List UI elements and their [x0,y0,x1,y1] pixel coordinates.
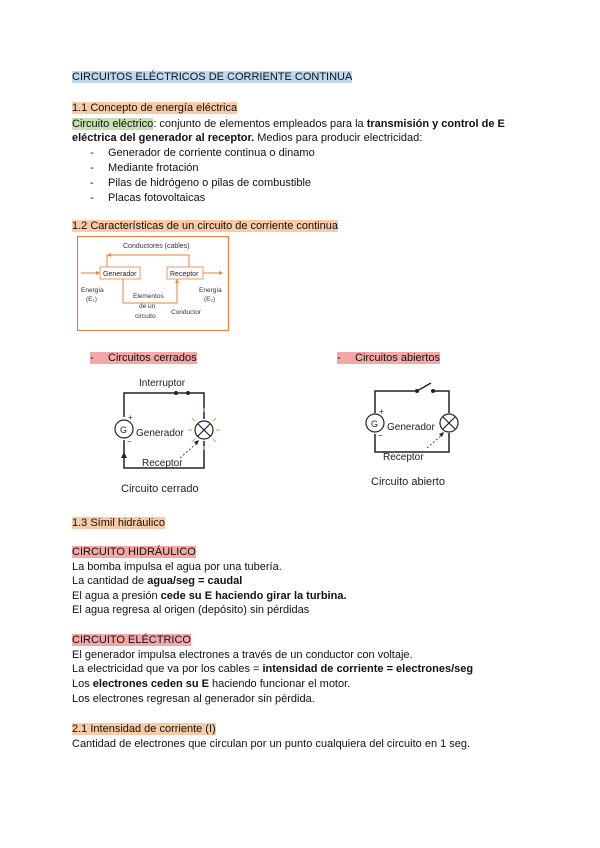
page-title: CIRCUITOS ELÉCTRICOS DE CORRIENTE CONTINUA [72,71,353,83]
list-item: - Generador de corriente continua o dinamo [72,146,315,161]
open-switch [417,383,431,391]
electric-heading: CIRCUITO ELÉCTRICO [72,634,191,646]
diagram-label-energia-e1: Energía [81,287,104,294]
term-circuito-electrico: Circuito eléctrico [72,118,154,130]
closed-caption: Circuito cerrado [121,483,199,495]
hydraulic-line-3: El agua a presión cede su E haciendo girar la turbina. [72,590,347,602]
diagram-label-de-un: de un [139,303,156,310]
list-item: - Placas fotovoltaicas [72,191,315,206]
section-heading-1-1: 1.1 Concepto de energía eléctrica [72,102,238,114]
hydraulic-line-2: La cantidad de agua/seg = caudal [72,575,243,587]
closed-circuit-diagram [104,372,234,498]
open-circuits-label: - Circuitos abiertos [337,352,440,364]
intensity-definition: Cantidad de electrones que circulan por un punto cualquiera del circuito en 1 seg. [72,738,471,750]
diagram-label-conductor: Conductor [171,309,201,316]
hydraulic-heading: CIRCUITO HIDRÁULICO [72,546,196,558]
diagram-label-receptor: Receptor [170,271,199,278]
section-heading-1-2: 1.2 Características de un circuito de corriente continua [72,220,338,232]
closed-label-g: G [120,425,128,435]
open-label-receptor: Receptor [383,452,424,463]
section-heading-2-1: 2.1 Intensidad de corriente (I) [72,723,216,735]
open-label-g: G [371,419,379,429]
open-caption: Circuito abierto [371,476,445,488]
closed-label-receptor: Receptor [142,458,183,469]
electric-line-2: La electricidad que va por los cables = intensidad de corriente = electrones/seg [72,663,474,675]
hydraulic-line-4: El agua regresa al origen (depósito) sin pérdidas [72,604,310,616]
closed-label-generador: Generador [136,428,184,439]
diagram-label-e1: (E₁) [86,296,97,303]
electric-line-4: Los electrones regresan al generador sin pérdida. [72,693,315,705]
electricity-sources-list [72,146,315,206]
svg-text:−: − [127,437,132,446]
open-label-generador: Generador [387,422,435,433]
diagram-label-energia-e2: Energía [199,287,222,294]
svg-text:+: + [379,407,384,416]
diagram-label-e2: (E₂) [204,296,216,303]
section-heading-1-3: 1.3 Símil hidráulico [72,517,165,529]
hydraulic-line-1: La bomba impulsa el agua por una tubería. [72,561,282,573]
electric-line-3: Los electrones ceden su E haciendo funcionar el motor. [72,678,351,690]
list-item: - Mediante frotación [72,161,315,176]
closed-circuits-label: - Circuitos cerrados [90,352,197,364]
open-circuit-diagram [355,372,475,492]
list-item: - Pilas de hidrógeno o pilas de combustible [72,176,315,191]
diagram-label-generador: Generador [103,271,137,278]
definition-line-2: eléctrica del generador al receptor. Medios para producir electricidad: [72,132,423,144]
closed-label-interruptor: Interruptor [139,378,186,389]
diagram-label-circuito: circuito [135,313,156,320]
electric-line-1: El generador impulsa electrones a través de un conductor con voltaje. [72,649,413,661]
diagram-label-conductores: Conductores (cables) [123,243,190,250]
diagram-label-elementos: Elementos [133,293,164,300]
svg-text:−: − [378,431,383,440]
circuit-elements-diagram [77,236,229,331]
definition-line-1: Circuito eléctrico: conjunto de elementos empleados para la transmisión y control de E [72,118,505,130]
svg-text:+: + [128,413,133,422]
unlit-lamp-icon [440,414,458,432]
